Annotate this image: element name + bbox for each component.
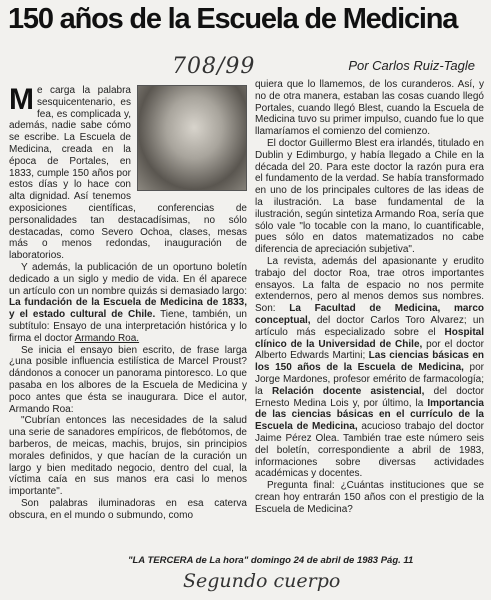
author-byline: Por Carlos Ruiz-Tagle	[348, 58, 475, 73]
paragraph-text: e carga la palabra sesquicentenario, es fea, es complicada y, además, nadie sabe cómo se escribe. La Escuela de Medicina, creada en la época de Portales, en 1833, cumple 150 años por estos días y lo hace con alta dignidad. Así tenemos exposiciones científicas, conferencias de personalidades tan destacadísimas, no sólo destacadas, como Severo Ochoa, clases, mesas más o menos redondas, inauguración de laboratorios.	[9, 85, 247, 262]
paragraph: Son palabras iluminadoras en esa caterva obscura, en el mundo o submundo, como	[9, 497, 247, 521]
source-citation: "LA TERCERA de La hora" domingo 24 de abril de 1983 Pág. 11	[128, 555, 414, 566]
paragraph	[255, 256, 484, 480]
essay-title-bold: Las ciencias básicas en los 150 años de la Escuela de Medicina,	[255, 350, 484, 374]
drop-cap: M	[9, 83, 34, 116]
left-column	[9, 85, 247, 521]
paragraph: Pregunta final: ¿Cuántas instituciones que se crean hoy entrarán 150 años con el prestigio de la Escuela de Medicina?	[255, 480, 484, 515]
paragraph-text: acucioso trabajo del doctor Jaime Pérez Olea. También trae este número seis del boletín, correspondiente a abril de 1983, informaciones sobre diversas actividades académicas y docentes.	[255, 421, 484, 480]
author-name-underlined: Armando Roa.	[74, 332, 140, 344]
paragraph-text: Y además, la publicación de un oportuno boletín dedicado a un siglo y medio de vida. En él aparece un artículo con un nombre quizás si demasiado largo:	[9, 261, 247, 297]
paragraph-text: del doctor Carlos Toro Alvarez; un artículo más especializado sobre el	[255, 314, 484, 338]
paragraph	[9, 262, 247, 345]
quote-paragraph: "Cubrían entonces las necesidades de la salud una serie de sanadores empíricos, de flebótomos, de barberos, de meicas, machis, brujos, sin principios morales definidos, y que hacían de la curación un largo y bien meditado negocio, dentro del cual, la víctima caía en sus manos era casi lo menos importante".	[9, 415, 247, 498]
paragraph-text: por Jorge Mardones, profesor emérito de farmacología; la	[255, 362, 484, 397]
author-portrait-photo	[137, 85, 247, 191]
paragraph-text: por el doctor Alberto Edwards Martini;	[255, 338, 484, 362]
paragraph-text: Tiene, también, un subtítulo: Ensayo de una interpretación histórica y lo firma el doctor	[9, 309, 247, 344]
paragraph: Se inicia el ensayo bien escrito, de frase larga ¿una posible influencia estilística de Marcel Proust? dándonos a conocer un panorama pintoresco. Lo que pasaba en los albores de la Escuela de Medicina y poco antes que ésta se inaugurara. Dice el autor, Armando Roa:	[9, 344, 247, 415]
essay-title-bold: La Facultad de Medicina, marco conceptual,	[255, 303, 484, 326]
essay-title-bold: Importancia de las ciencias básicas en el currículo de la Escuela de Medicina,	[255, 397, 484, 433]
article-title-bold: La fundación de la Escuela de Medicina de 1833, y el estado cultural de Chile.	[9, 297, 247, 321]
handwritten-catalog-number: 708/99	[172, 54, 256, 79]
paragraph-text: del doctor Ernesto Medina Lois y, por último, la	[255, 385, 485, 409]
article-headline: 150 años de la Escuela de Medicina	[8, 3, 458, 35]
essay-title-bold: Relación docente asistencial,	[272, 385, 425, 397]
handwritten-note: Segundo cuerpo	[183, 570, 341, 592]
essay-title-bold: Hospital clínico de la Universidad de Chile,	[255, 326, 484, 350]
paragraph: quiera que lo llamemos, de los curanderos. Así, y no de otra manera, estaban las cosas cuando llegó Portales, cuando llegó Blest, cuando la Escuela de Medicina tuvo su primer impulso, cuando fue lo que llamaríamos el comienzo del comienzo.	[255, 79, 484, 138]
right-column	[255, 79, 484, 515]
paragraph-text: La revista, además del apasionante y erudito trabajo del doctor Roa, trae otros importantes ensayos. La falta de espacio no nos permite extendernos, pero al menos demos sus nombres. Son:	[255, 255, 484, 315]
paragraph: El doctor Guillermo Blest era irlandés, titulado en Dublin y Edimburgo, y había llegado a Chile en la década del 20. Para este doctor la razón pura era el fundamento de la verdad. Se había transformado en uno de los principales cultores de las ideas de la ilustración. La base fundamental de la ilustración, según sintetiza Armando Roa, sería que sólo vale "lo tocable con la mano, lo cuantificable, pues sólo en datos matematizados no cabe diferencia de apreciación subjetiva".	[255, 137, 484, 256]
